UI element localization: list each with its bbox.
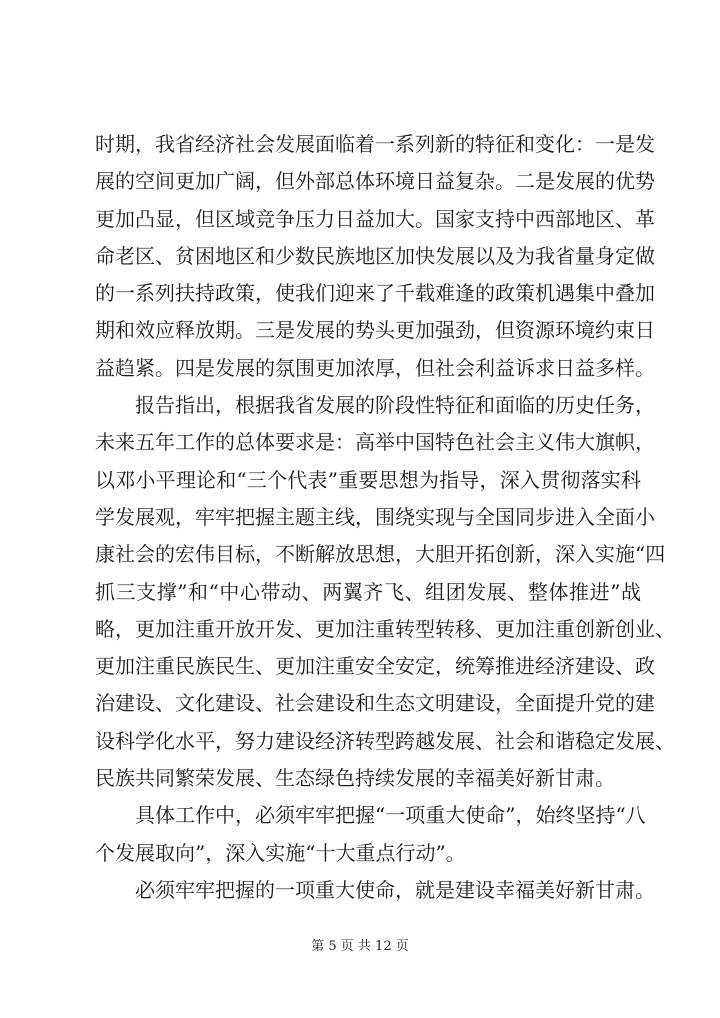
text-line: 的一系列扶持政策，使我们迎来了千载难逢的政策机遇集中叠加 bbox=[95, 281, 655, 306]
document-body bbox=[95, 126, 675, 909]
text-line: 以邓小平理论和“三个代表”重要思想为指导，深入贯彻落实科 bbox=[95, 467, 641, 492]
text-line: 抓三支撑”和“中心带动、两翼齐飞、组团发展、整体推进”战 bbox=[95, 579, 641, 604]
text-line: 更加凸显，但区域竞争压力日益加大。国家支持中西部地区、革 bbox=[95, 206, 655, 231]
text-line: 康社会的宏伟目标，不断解放思想，大胆开拓创新，深入实施“四 bbox=[95, 542, 666, 567]
text-line: 民族共同繁荣发展、生态绿色持续发展的幸福美好新甘肃。 bbox=[95, 766, 615, 791]
text-line: 个发展取向”，深入实施“十大重点行动”。 bbox=[95, 840, 466, 865]
text-line: 略，更加注重开放开发、更加注重转型转移、更加注重创新创业、 bbox=[95, 616, 675, 641]
text-line: 必须牢牢把握的一项重大使命，就是建设幸福美好新甘肃。 bbox=[95, 877, 655, 902]
text-line: 命老区、贫困地区和少数民族地区加快发展以及为我省量身定做 bbox=[95, 243, 655, 268]
text-line: 未来五年工作的总体要求是：高举中国特色社会主义伟大旗帜， bbox=[95, 430, 655, 455]
text-line: 益趋紧。四是发展的氛围更加浓厚，但社会利益诉求日益多样。 bbox=[95, 355, 655, 380]
page-footer: 第 5 页 共 12 页 bbox=[311, 939, 409, 954]
text-line: 展的空间更加广阔，但外部总体环境日益复杂。二是发展的优势 bbox=[95, 169, 655, 194]
text-line: 具体工作中，必须牢牢把握“一项重大使命”，始终坚持“八 bbox=[95, 803, 646, 828]
text-line: 报告指出，根据我省发展的阶段性特征和面临的历史任务， bbox=[95, 393, 655, 418]
text-line: 设科学化水平，努力建设经济转型跨越发展、社会和谐稳定发展、 bbox=[95, 728, 675, 753]
text-line: 更加注重民族民生、更加注重安全安定，统筹推进经济建设、政 bbox=[95, 654, 655, 679]
text-line: 期和效应释放期。三是发展的势头更加强劲，但资源环境约束日 bbox=[95, 318, 655, 343]
text-line: 治建设、文化建设、社会建设和生态文明建设，全面提升党的建 bbox=[95, 691, 655, 716]
text-line: 时期，我省经济社会发展面临着一系列新的特征和变化：一是发 bbox=[95, 132, 655, 156]
text-line: 学发展观，牢牢把握主题主线，围绕实现与全国同步进入全面小 bbox=[95, 504, 655, 529]
